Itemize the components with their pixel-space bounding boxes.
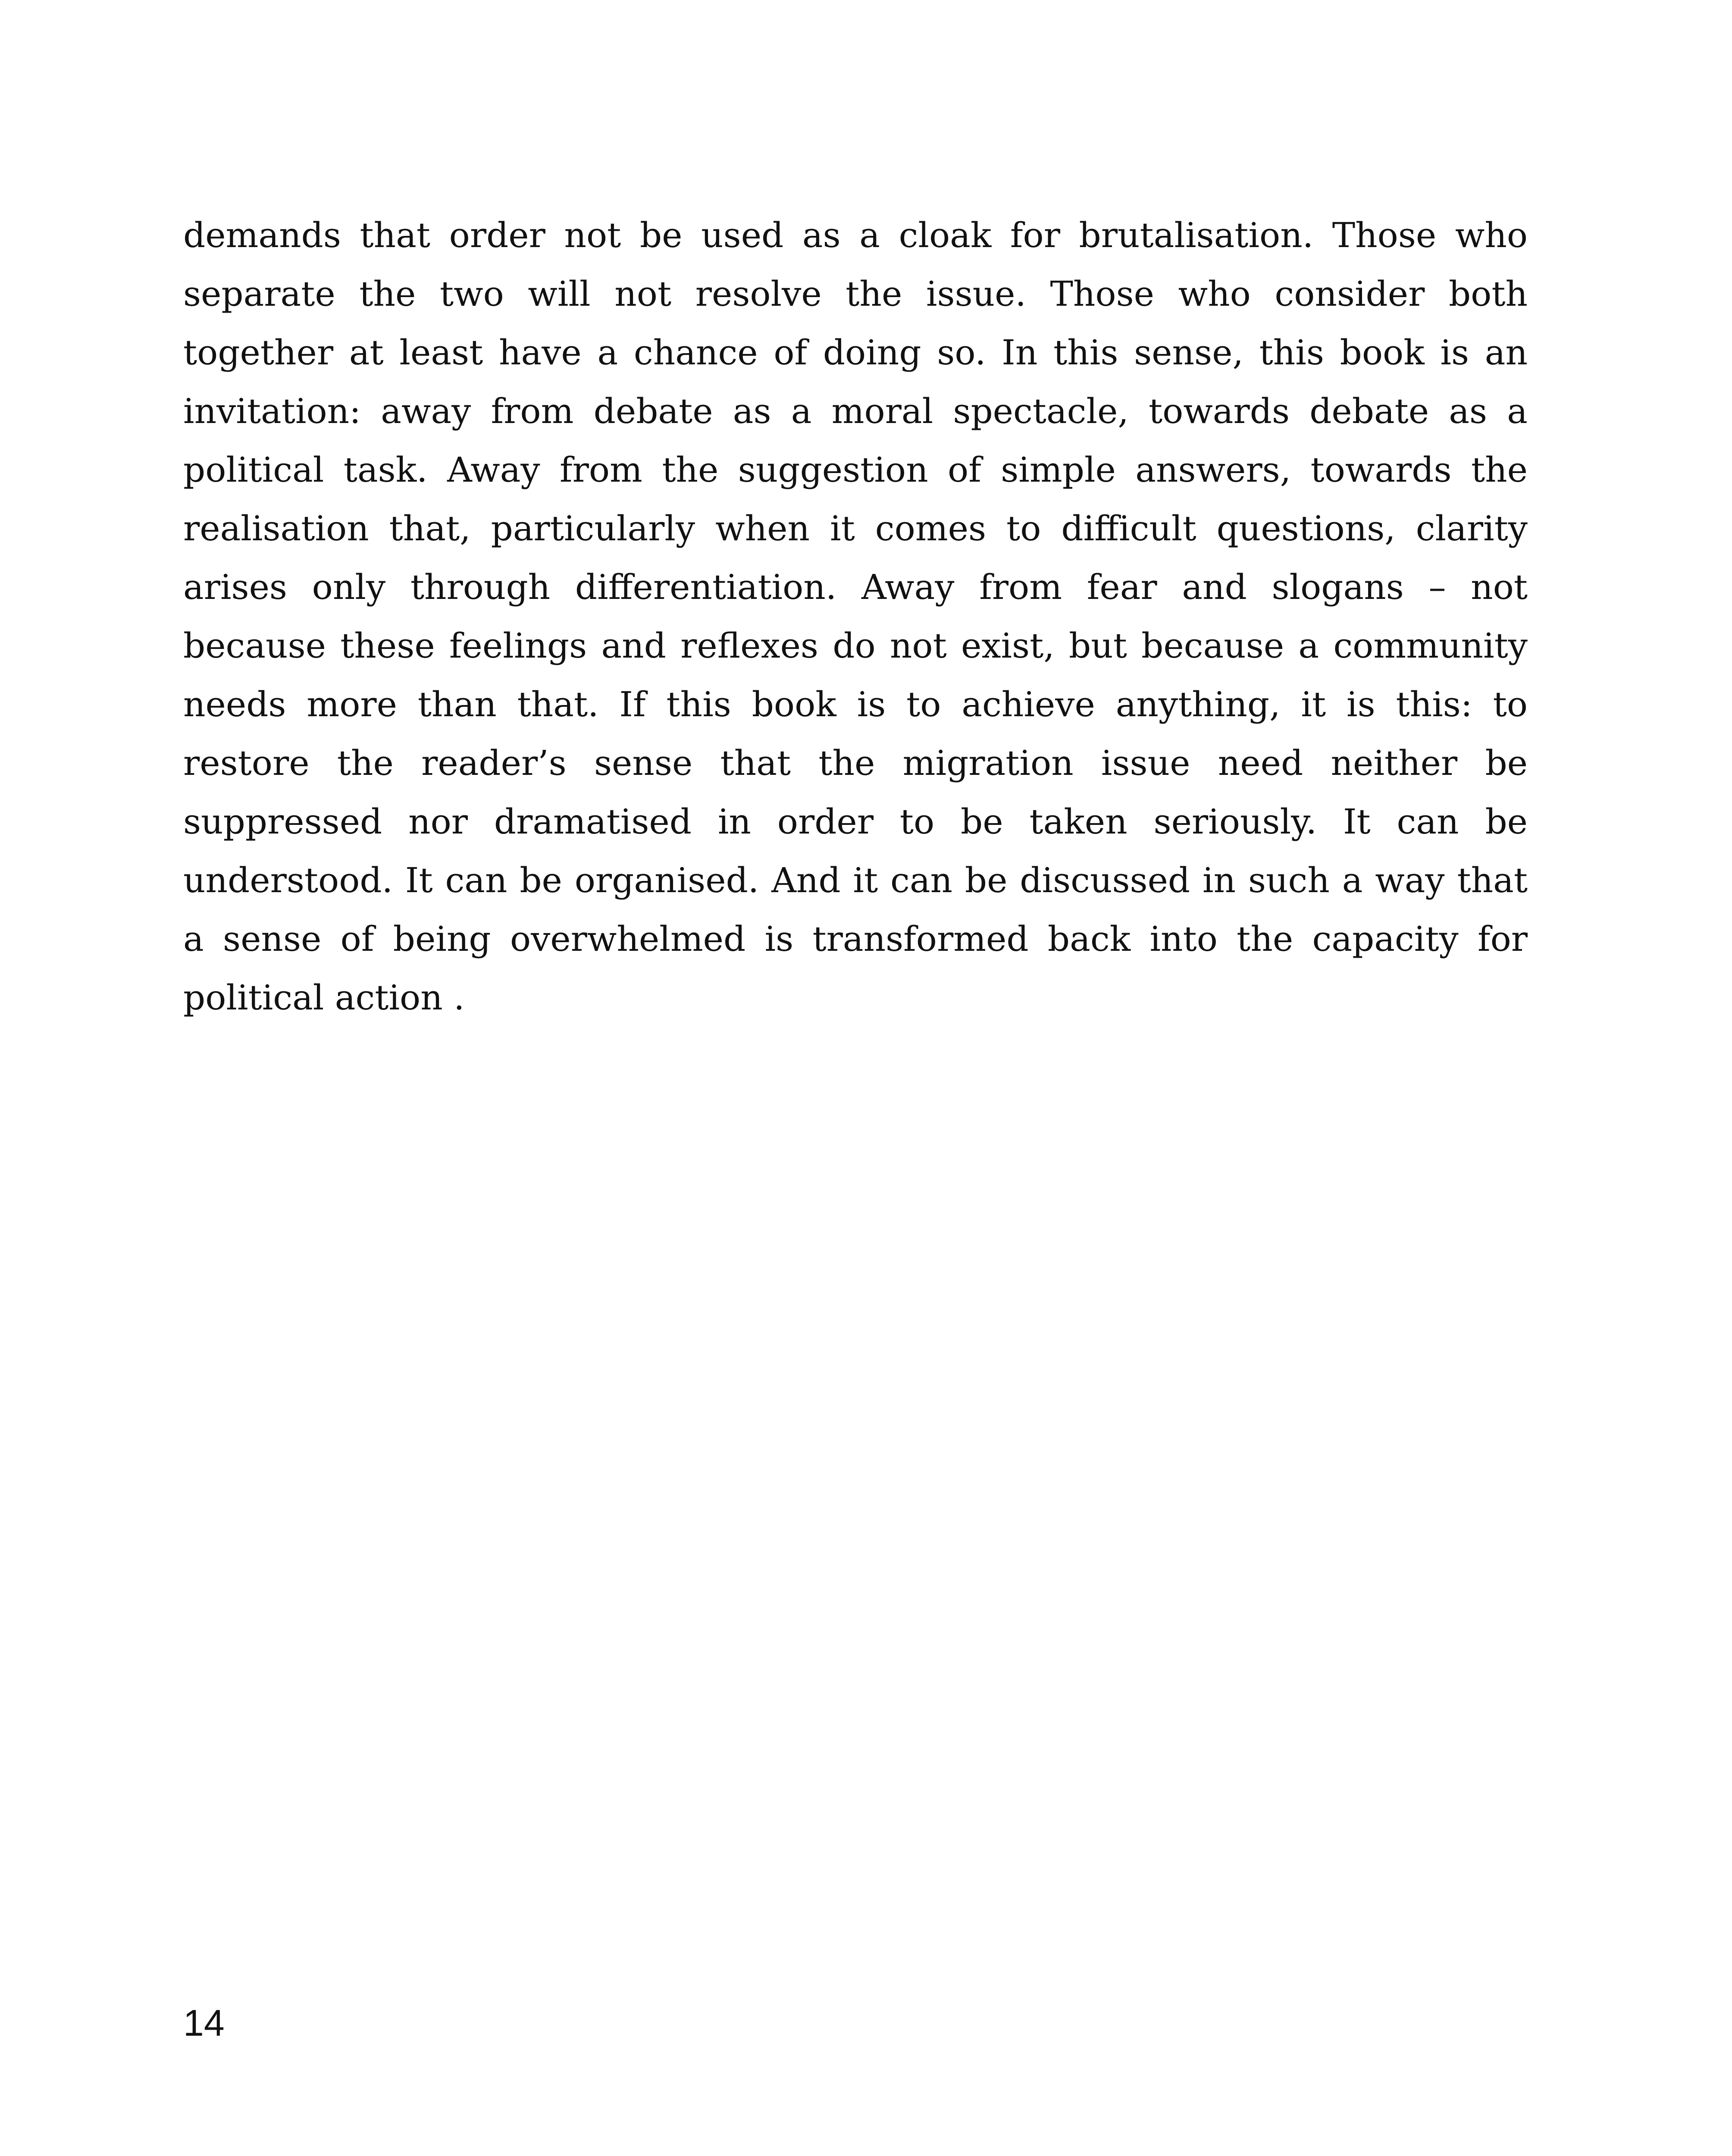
body-paragraph: demands that order not be used as a cloak for brutalisation. Those who separate the two will not resolve the issue. Those who consider both together at least have a chance of doing so. In this sense, this book is an invitation: away from debate as a moral spectacle, towards debate as a political task. Away from the suggestion of simple answers, towards the realisation that, particularly when it comes to difficult questions, clarity arises only through differentiation. Away from fear and slogans – not because these feelings and reflexes do not exist, but because a community needs more than that. If this book is to achieve anything, it is this: to restore the reader’s sense that the migration issue need neither be suppressed nor dramatised in order to be taken seriously. It can be understood. It can be organised. And it can be discussed in such a way that a sense of being overwhelmed is transformed back into the capacity for political action .: [183, 215, 1528, 1018]
page-number: 14: [183, 2002, 225, 2044]
